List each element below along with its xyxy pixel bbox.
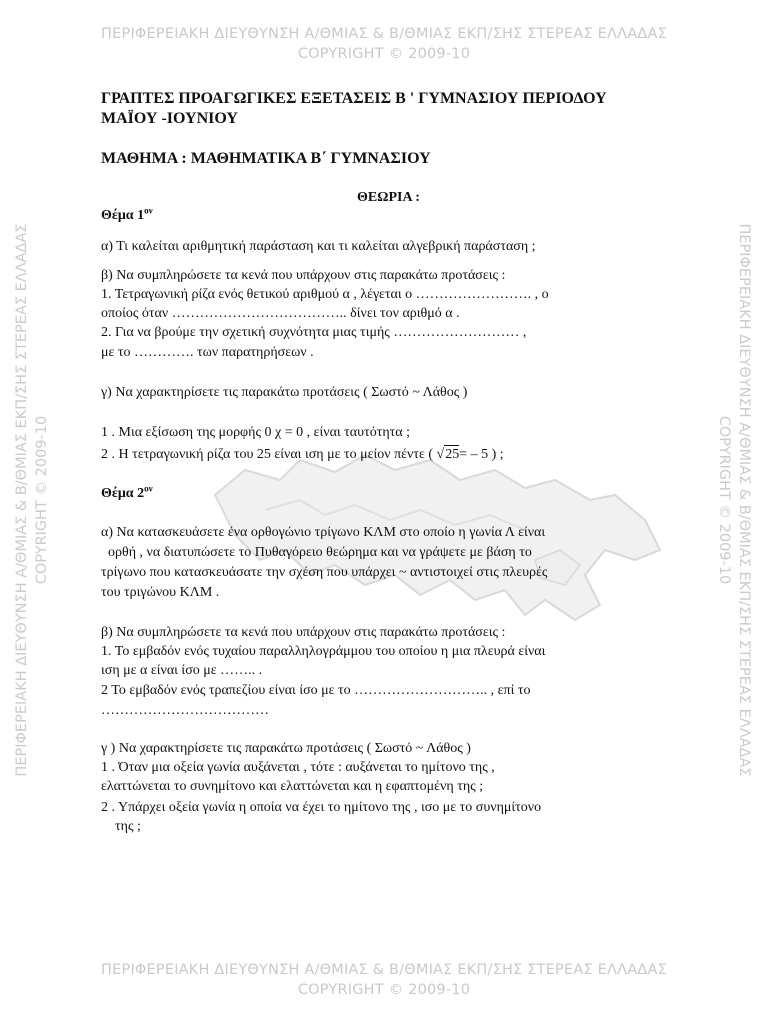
topic2-a-line3: τρίγωνο που κατασκευάσατε την σχέση που υπάρχει ~ αντιστοιχεί στις πλευρές	[101, 565, 548, 580]
watermark-left	[12, 50, 52, 950]
watermark-top-line1: ΠΕΡΙΦΕΡΕΙΑΚΗ ΔΙΕΥΘΥΝΣΗ Α/ΘΜΙΑΣ & Β/ΘΜΙΑΣ ΕΚΠ/ΣΗΣ ΣΤΕΡΕΑΣ ΕΛΛΑΔΑΣ	[101, 26, 667, 42]
watermark-right-line1: ΠΕΡΙΦΕΡΕΙΑΚΗ ΔΙΕΥΘΥΝΣΗ Α/ΘΜΙΑΣ & Β/ΘΜΙΑΣ ΕΚΠ/ΣΗΣ ΣΤΕΡΕΑΣ ΕΛΛΑΔΑΣ	[736, 223, 752, 777]
topic2-title-sup: ον	[144, 483, 153, 494]
watermark-top	[0, 24, 768, 64]
topic1-heading	[101, 207, 153, 224]
exam-title-line1: ΓΡΑΠΤΕΣ ΠΡΟΑΓΩΓΙΚΕΣ ΕΞΕΤΑΣΕΙΣ Β ' ΓΥΜΝΑΣΙΟΥ ΠΕΡΙΟΔΟΥ	[101, 90, 607, 107]
topic1-title: Θέμα 1	[101, 208, 145, 223]
topic2-b2-line2: ………………………………	[101, 703, 269, 718]
topic1-title-sup: ον	[144, 205, 153, 216]
topic1-c2-end: = – 5 ) ;	[459, 447, 504, 462]
topic1-b1-line1: 1. Τετραγωνική ρίζα ενός θετικού αριθμού α , λέγεται ο ……………………. , ο	[101, 287, 549, 302]
topic1-b1-line2: οποίος όταν ……………………………….. δίνει τον αριθμό α .	[101, 306, 460, 321]
watermark-top-line2: COPYRIGHT © 2009-10	[297, 46, 471, 62]
topic1-question-a: α) Τι καλείται αριθμητική παράσταση και τι καλείται αλγεβρική παράσταση ;	[101, 239, 536, 254]
watermark-bottom	[0, 960, 768, 1000]
topic2-heading	[101, 485, 153, 502]
topic2-a-line1: α) Να κατασκευάσετε ένα ορθογώνιο τρίγωνο ΚΛΜ στο οποίο η γωνία Λ είναι	[101, 525, 546, 540]
topic2-a-line4: του τριγώνου ΚΛΜ .	[101, 585, 220, 600]
topic1-b2-line2: με το …………. των παρατηρήσεων .	[101, 345, 314, 360]
topic1-c1: 1 . Μια εξίσωση της μορφής 0 χ = 0 , είναι ταυτότητα ;	[101, 425, 410, 440]
topic2-c2-line1: 2 . Υπάρχει οξεία γωνία η οποία να έχει το ημίτονο της , ισο με το συνημίτονο	[101, 800, 542, 815]
sqrt-radicand: 25	[445, 447, 460, 462]
topic1-c2: 2 . Η τετραγωνική ρίζα του 25 είναι ιση με το μείον πέντε ( √25= – 5 ) ;	[101, 447, 504, 462]
topic2-c1-line1: 1 . Όταν μια οξεία γωνία αυξάνεται , τότε : αυξάνεται το ημίτονο της ,	[101, 760, 495, 775]
topic1-c2-text: 2 . Η τετραγωνική ρίζα του 25 είναι ιση με το μείον πέντε (	[101, 447, 434, 462]
topic2-c1-line2: ελαττώνεται το συνημίτονο και ελαττώνεται και η εφαπτομένη της ;	[101, 779, 484, 794]
topic2-question-b-intro: β) Να συμπληρώσετε τα κενά που υπάρχουν στις παρακάτω προτάσεις :	[101, 625, 506, 640]
watermark-left-line1: ΠΕΡΙΦΕΡΕΙΑΚΗ ΔΙΕΥΘΥΝΣΗ Α/ΘΜΙΑΣ & Β/ΘΜΙΑΣ ΕΚΠ/ΣΗΣ ΣΤΕΡΕΑΣ ΕΛΛΑΔΑΣ	[14, 223, 30, 777]
topic2-title: Θέμα 2	[101, 486, 145, 501]
watermark-bottom-line2: COPYRIGHT © 2009-10	[297, 982, 471, 998]
topic2-a-line2: ορθή , να διατυπώσετε το Πυθαγόρειο θεώρημα και να γράψετε με βάση το	[108, 545, 532, 560]
watermark-right	[714, 50, 754, 950]
topic2-c2-line2: της ;	[115, 819, 141, 834]
topic2-b2-line1: 2 Το εμβαδόν ενός τραπεζίου είναι ίσο με το ……………………….. , επί το	[101, 683, 531, 698]
exam-title-line2: ΜΑΪΟΥ -ΙΟΥΝΙΟΥ	[101, 110, 238, 127]
topic1-question-c-intro: γ) Να χαρακτηρίσετε τις παρακάτω προτάσεις ( Σωστό ~ Λάθος )	[101, 385, 468, 400]
subject-heading: ΜΑΘΗΜΑ : ΜΑΘΗΜΑΤΙΚΑ Β΄ ΓΥΜΝΑΣΙΟΥ	[101, 150, 431, 167]
topic1-question-b-intro: β) Να συμπληρώσετε τα κενά που υπάρχουν στις παρακάτω προτάσεις :	[101, 268, 506, 283]
theory-heading: ΘΕΩΡΙΑ :	[357, 190, 420, 205]
watermark-bottom-line1: ΠΕΡΙΦΕΡΕΙΑΚΗ ΔΙΕΥΘΥΝΣΗ Α/ΘΜΙΑΣ & Β/ΘΜΙΑΣ ΕΚΠ/ΣΗΣ ΣΤΕΡΕΑΣ ΕΛΛΑΔΑΣ	[101, 962, 667, 978]
topic2-b1-line1: 1. Το εμβαδόν ενός τυχαίου παραλληλογράμμου του οποίου η μια πλευρά είναι	[101, 644, 546, 659]
watermark-left-line2: COPYRIGHT © 2009-10	[34, 415, 50, 585]
watermark-right-line2: COPYRIGHT © 2009-10	[716, 415, 732, 585]
topic2-b1-line2: ιση με α είναι ίσο με …….. .	[101, 663, 263, 678]
topic2-question-c-intro: γ ) Να χαρακτηρίσετε τις παρακάτω προτάσεις ( Σωστό ~ Λάθος )	[101, 741, 471, 756]
topic1-b2-line1: 2. Για να βρούμε την σχετική συχνότητα μιας τιμής ……………………… ,	[101, 325, 527, 340]
